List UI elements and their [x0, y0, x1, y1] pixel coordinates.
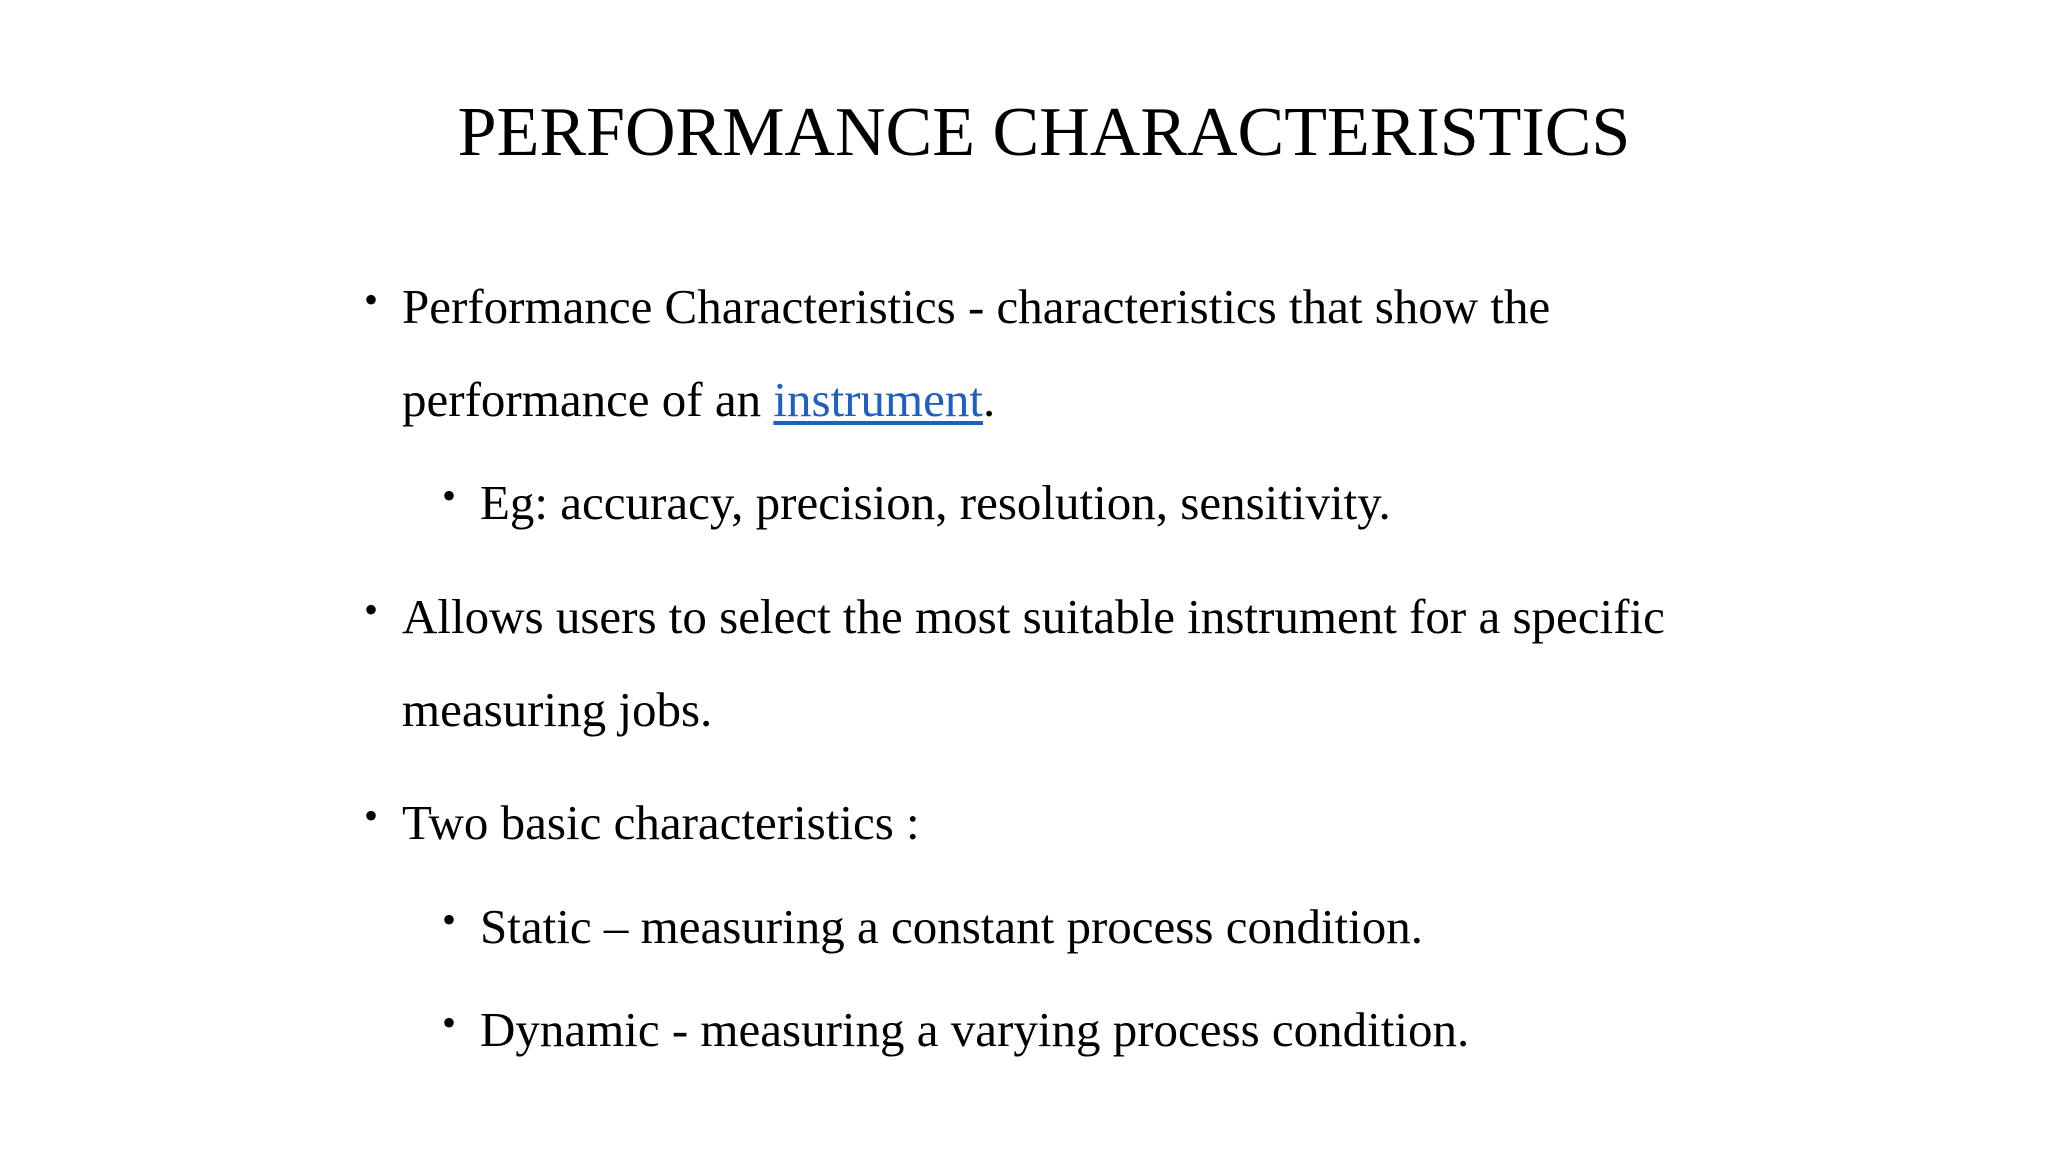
bullet-text: Two basic characteristics :	[402, 795, 920, 850]
sub-bullet-item-dynamic	[442, 983, 1470, 1076]
instrument-link[interactable]: instrument	[773, 372, 983, 427]
bullet-dot-icon: •	[442, 1000, 457, 1045]
sub-bullet-text: Eg: accuracy, precision, resolution, sensitivity.	[480, 475, 1391, 530]
sub-bullet-item-static	[442, 880, 1424, 973]
sub-bullet-text: Dynamic - measuring a varying process condition.	[480, 1002, 1470, 1057]
bullet-text-suffix: .	[982, 372, 996, 427]
bullet-item-two-basic	[364, 776, 920, 869]
sub-bullet-item-examples	[442, 456, 1391, 549]
bullet-dot-icon: •	[364, 277, 379, 322]
bullet-text-prefix: performance of an	[402, 372, 774, 427]
bullet-item-performance-characteristics	[364, 260, 1551, 446]
bullet-text-line-2	[402, 353, 1550, 446]
bullet-dot-icon: •	[364, 587, 379, 632]
bullet-text-line-1: Performance Characteristics - characteristics that show the	[402, 279, 1551, 334]
bullet-text-line-2: measuring jobs.	[402, 682, 713, 737]
bullet-dot-icon: •	[442, 473, 457, 518]
slide-title: PERFORMANCE CHARACTERISTICS	[457, 94, 1631, 171]
sub-bullet-text: Static – measuring a constant process condition.	[480, 899, 1424, 954]
bullet-text-line-1: Allows users to select the most suitable instrument for a specific	[402, 589, 1665, 644]
bullet-item-allows-users	[364, 570, 1665, 756]
bullet-dot-icon: •	[442, 897, 457, 942]
bullet-dot-icon: •	[364, 793, 379, 838]
